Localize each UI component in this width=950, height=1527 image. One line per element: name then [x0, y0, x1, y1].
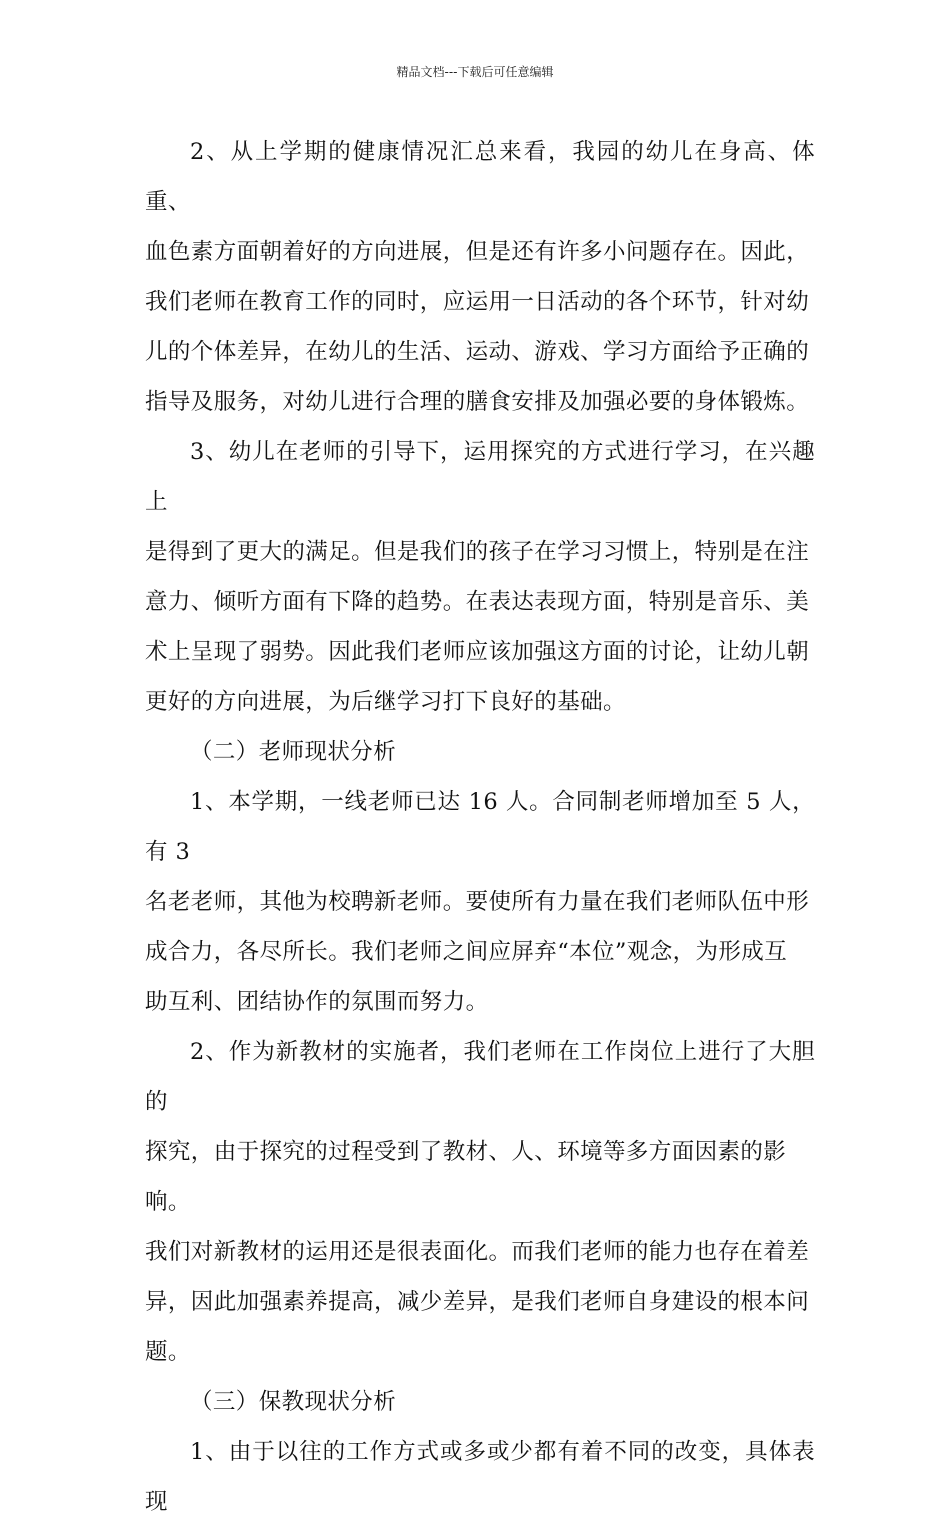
text-line: 1、由于以往的工作方式或多或少都有着不同的改变，具体表现	[145, 1439, 815, 1515]
text-line: 名老老师，其他为校聘新老师。要使所有力量在我们老师队伍中形	[145, 889, 810, 915]
text-line: 指导及服务，对幼儿进行合理的膳食安排及加强必要的身体锻炼。	[145, 389, 810, 415]
text-line: 探究，由于探究的过程受到了教材、人、环境等多方面因素的影响。	[145, 1139, 787, 1215]
text-line: 异，因此加强素养提高，减少差异，是我们老师自身建设的根本问	[145, 1289, 810, 1315]
text-line: 儿的个体差异，在幼儿的生活、运动、游戏、学习方面给予正确的	[145, 339, 810, 365]
text-line: 1、本学期，一线老师已达 16 人。合同制老师增加至 5 人，有 3	[145, 789, 815, 865]
text-line: 是得到了更大的满足。但是我们的孩子在学习习惯上，特别是在注	[145, 539, 810, 565]
text-line: 血色素方面朝着好的方向进展，但是还有许多小问题存在。因此，	[145, 239, 810, 265]
paragraph	[145, 127, 815, 427]
text-line: 2、从上学期的健康情况汇总来看，我园的幼儿在身高、体重、	[145, 139, 815, 215]
paragraph	[145, 777, 815, 1027]
text-line: 术上呈现了弱势。因此我们老师应该加强这方面的讨论，让幼儿朝	[145, 639, 810, 665]
paragraph	[145, 1027, 815, 1377]
text-line: 助互利、团结协作的氛围而努力。	[145, 989, 489, 1015]
paragraph	[145, 1427, 815, 1527]
text-line: 我们对新教材的运用还是很表面化。而我们老师的能力也存在着差	[145, 1239, 810, 1265]
text-line: 3、幼儿在老师的引导下，运用探究的方式进行学习，在兴趣上	[145, 439, 815, 515]
section-heading	[145, 1377, 815, 1427]
section-heading	[145, 727, 815, 777]
text-line: 更好的方向进展，为后继学习打下良好的基础。	[145, 689, 626, 715]
text-line: 题。	[145, 1339, 191, 1365]
text-line: （二）老师现状分析	[190, 739, 397, 765]
text-line: 成合力，各尽所长。我们老师之间应屏弃“本位”观念，为形成互	[145, 939, 788, 965]
text-line: 2、作为新教材的实施者，我们老师在工作岗位上进行了大胆的	[145, 1039, 815, 1115]
paragraph	[145, 427, 815, 727]
text-line: 意力、倾听方面有下降的趋势。在表达表现方面，特别是音乐、美	[145, 589, 810, 615]
page-header: 精品文档---下载后可任意编辑	[396, 65, 554, 79]
document-body	[145, 127, 815, 1527]
text-line: 我们老师在教育工作的同时，应运用一日活动的各个环节，针对幼	[145, 289, 810, 315]
text-line: （三）保教现状分析	[190, 1389, 397, 1415]
